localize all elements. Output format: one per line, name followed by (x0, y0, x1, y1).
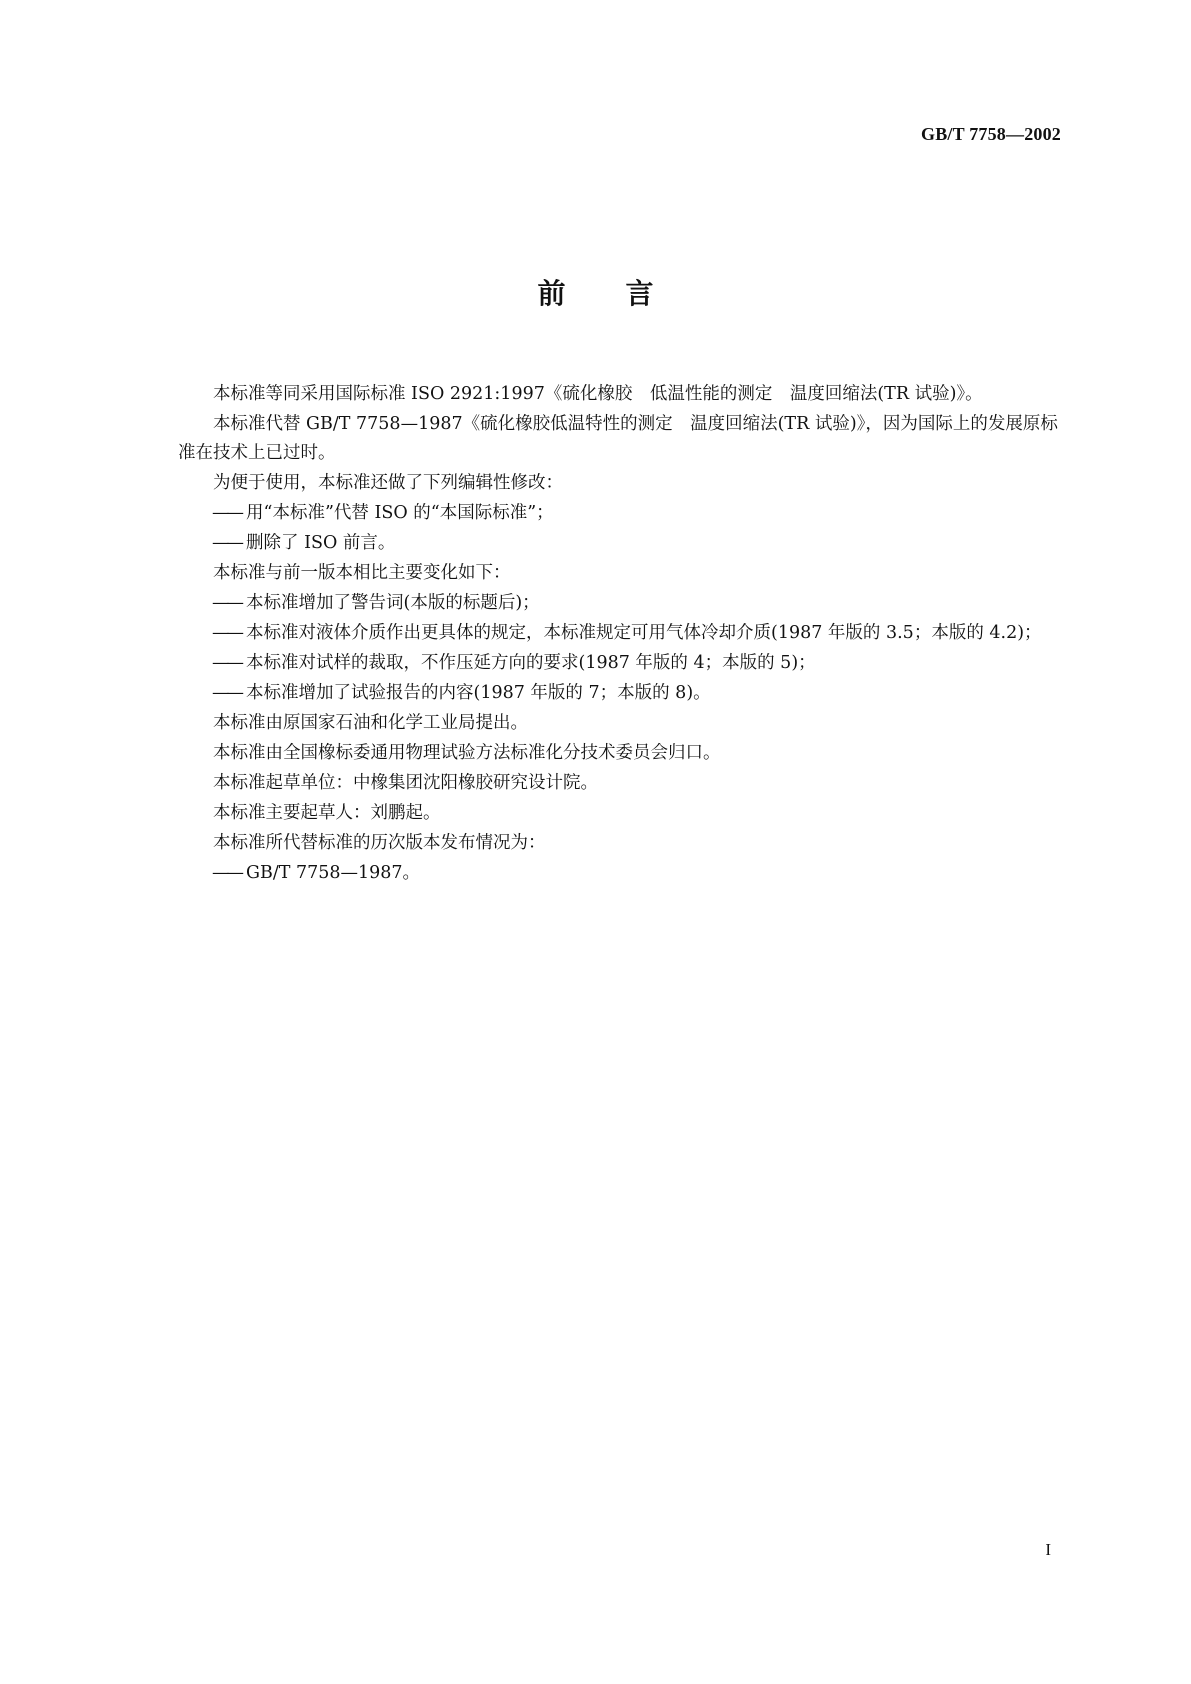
list-item (212, 529, 1058, 558)
change-item-text: 本标准对液体介质作出更具体的规定，本标准规定可用气体冷却介质(1987 年版的 3.5；本版的 4.2)； (246, 623, 1042, 643)
paragraph-drafter: 本标准主要起草人：刘鹏起。 (213, 803, 441, 823)
page-number: I (1045, 1540, 1051, 1559)
list-item (212, 499, 1058, 528)
change-item-text: 本标准增加了警告词(本版的标题后)； (246, 593, 540, 613)
paragraph-drafting-unit: 本标准起草单位：中橡集团沈阳橡胶研究设计院。 (213, 773, 598, 793)
dash-mark: —— (212, 863, 241, 883)
paragraph-committee: 本标准由全国橡标委通用物理试验方法标准化分技术委员会归口。 (213, 743, 721, 763)
history-item-text: GB/T 7758—1987。 (246, 863, 421, 883)
dash-mark: —— (212, 533, 241, 553)
paragraph-changes-intro: 本标准与前一版本相比主要变化如下： (213, 563, 511, 583)
paragraph-edit-intro: 为便于使用，本标准还做了下列编辑性修改： (213, 473, 563, 493)
foreword-body (178, 380, 1058, 889)
edit-item-text: 用“本标准”代替 ISO 的“本国际标准”； (246, 503, 554, 523)
edit-item-text: 删除了 ISO 前言。 (246, 533, 396, 553)
dash-mark: —— (212, 683, 241, 703)
list-item (212, 859, 1058, 888)
list-item (212, 589, 1058, 618)
paragraph-adoption: 本标准等同采用国际标准 ISO 2921:1997《硫化橡胶 低温性能的测定 温度回缩法(TR 试验)》。 (213, 384, 983, 404)
change-item-text: 本标准对试样的裁取，不作压延方向的要求(1987 年版的 4；本版的 5)； (246, 653, 816, 673)
dash-mark: —— (212, 623, 241, 643)
list-item (212, 649, 1058, 678)
change-item-text: 本标准增加了试验报告的内容(1987 年版的 7；本版的 8)。 (246, 683, 711, 703)
page-title: 前言 (537, 277, 714, 310)
paragraph-proposer: 本标准由原国家石油和化学工业局提出。 (213, 713, 528, 733)
dash-mark: —— (212, 653, 241, 673)
list-item (212, 679, 1058, 708)
standard-number: GB/T 7758—2002 (921, 124, 1061, 144)
list-item (212, 619, 1058, 648)
dash-mark: —— (212, 593, 241, 613)
paragraph-replacement: 本标准代替 GB/T 7758—1987《硫化橡胶低温特性的测定 温度回缩法(TR 试验)》，因为国际上的发展原标准在技术上已过时。 (178, 414, 1058, 463)
paragraph-history-intro: 本标准所代替标准的历次版本发布情况为： (213, 833, 546, 853)
dash-mark: —— (212, 503, 241, 523)
